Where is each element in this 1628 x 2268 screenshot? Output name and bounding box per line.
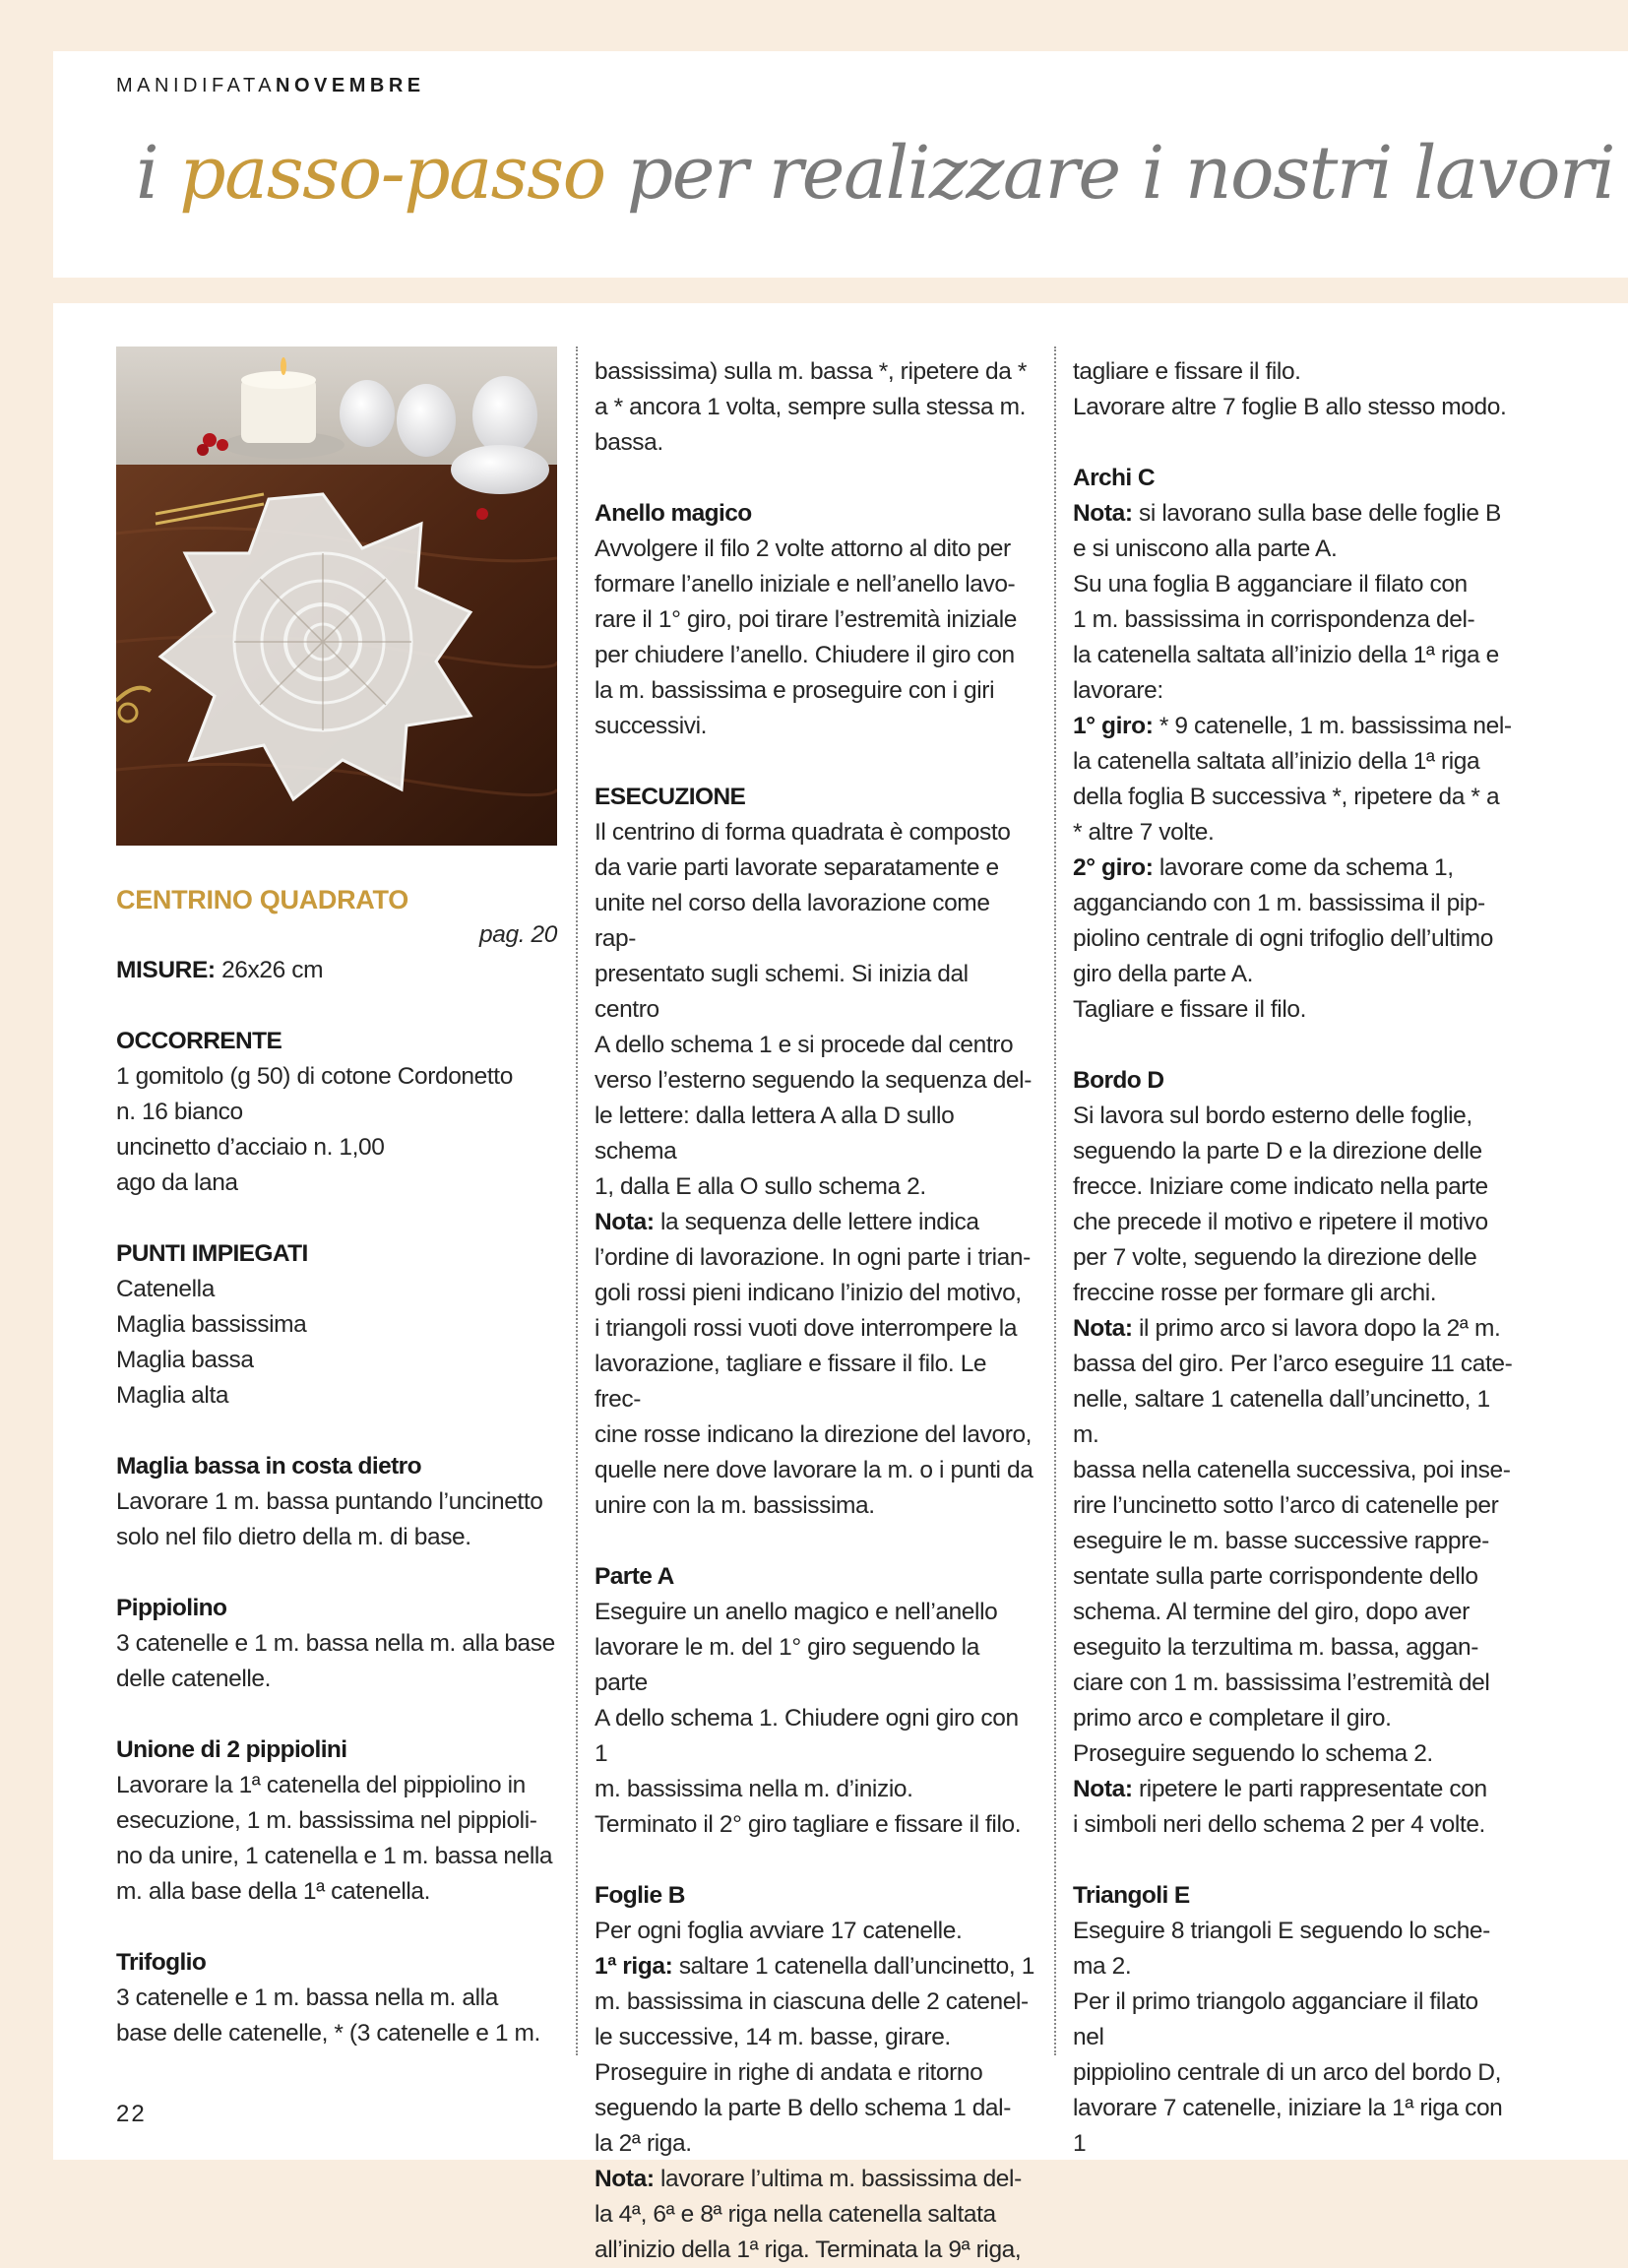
text-line: quelle nere dove lavorare la m. o i punti da [595, 1457, 1033, 1483]
text-line: unite nel corso della lavorazione come rap- [595, 890, 990, 952]
text-line: agganciando con 1 m. bassissima il pip- [1073, 890, 1485, 916]
text-line: eseguito la terzultima m. bassa, aggan- [1073, 1634, 1479, 1661]
text-line: per chiudere l’anello. Chiudere il giro con [595, 642, 1015, 668]
text-line: l’ordine di lavorazione. In ogni parte i trian- [595, 1244, 1031, 1271]
note-label: Nota: [1073, 1776, 1133, 1802]
page-number: 22 [116, 2101, 147, 2127]
text-line: A dello schema 1. Chiudere ogni giro con 1 [595, 1705, 1019, 1767]
text-line: Lavorare la 1ª catenella del pippiolino in [116, 1772, 526, 1798]
text-line: la 2ª riga. [595, 2130, 692, 2157]
text-line: 3 catenelle e 1 m. bassa nella m. alla [116, 1984, 498, 2011]
text-line: lavorare 7 catenelle, iniziare la 1ª riga con 1 [1073, 2095, 1503, 2157]
text-line: successivi. [595, 713, 708, 739]
text-line: giro della parte A. [1073, 961, 1254, 987]
text-line: esecuzione, 1 m. bassissima nel pippioli- [116, 1807, 537, 1834]
text-line: piolino centrale di ogni trifoglio dell’ultimo [1073, 925, 1493, 952]
text-line: Su una foglia B agganciare il filato con [1073, 571, 1468, 598]
note-line [1073, 496, 1514, 532]
note-line [1073, 1311, 1514, 1347]
text-line: e si uniscono alla parte A. [1073, 536, 1338, 562]
materials-line: uncinetto d’acciaio n. 1,00 [116, 1134, 385, 1161]
text-line: le lettere: dalla lettera A alla D sullo schema [595, 1102, 955, 1165]
text-line: per 7 volte, seguendo la direzione delle [1073, 1244, 1477, 1271]
text-line: freccine rosse per formare gli archi. [1073, 1280, 1437, 1306]
text-line: Per il primo triangolo agganciare il filato nel [1073, 1988, 1478, 2050]
section-heading: Bordo D [1073, 1067, 1164, 1094]
stitches-heading: PUNTI IMPIEGATI [116, 1240, 308, 1267]
text-line: a * ancora 1 volta, sempre sulla stessa m. [595, 394, 1027, 420]
text-line: ciare con 1 m. bassissima l’estremità del [1073, 1670, 1490, 1696]
text-line: Eseguire 8 triangoli E seguendo lo sche- [1073, 1918, 1490, 1944]
round-text: lavorare come da schema 1, [1153, 854, 1454, 881]
note-line [595, 2162, 1035, 2197]
section-heading: Archi C [1073, 465, 1155, 491]
note-text: si lavorano sulla base delle foglie B [1132, 500, 1501, 527]
title-accent: passo-passo [179, 131, 605, 216]
section-heading: Foglie B [595, 1882, 685, 1909]
text-line: schema. Al termine del giro, dopo aver [1073, 1599, 1470, 1625]
text-line: rare il 1° giro, poi tirare l’estremità iniziale [595, 606, 1018, 633]
row-label: 1ª riga: [595, 1953, 673, 1980]
text-line: i triangoli rossi vuoti dove interrompere la [595, 1315, 1018, 1342]
text-line: la m. bassissima e proseguire con i giri [595, 677, 995, 704]
note-line [1073, 1772, 1514, 1807]
text-line: no da unire, 1 catenella e 1 m. bassa nella [116, 1843, 553, 1869]
text-line: la catenella saltata all’inizio della 1ª riga [1073, 748, 1480, 775]
title-prefix: i [136, 131, 180, 216]
round-line [1073, 850, 1514, 886]
issue-month: NOVEMBRE [276, 75, 425, 96]
text-line: unire con la m. bassissima. [595, 1492, 875, 1519]
column-3 [1073, 354, 1514, 2162]
text-line: rire l’uncinetto sotto l’arco di catenelle per [1073, 1492, 1499, 1519]
page-reference: pag. 20 [479, 921, 557, 948]
column-separator-2 [1054, 346, 1056, 2055]
materials-line: n. 16 bianco [116, 1099, 243, 1125]
section-heading: Unione di 2 pippiolini [116, 1736, 347, 1763]
note-label: Nota: [1073, 500, 1133, 527]
text-line: Tagliare e fissare il filo. [1073, 996, 1307, 1023]
text-line: le successive, 14 m. basse, girare. [595, 2024, 951, 2050]
section-heading: Maglia bassa in costa dietro [116, 1453, 421, 1480]
text-line: Eseguire un anello magico e nell’anello [595, 1599, 998, 1625]
measures-label: MISURE: [116, 957, 216, 983]
text-line: sentate sulla parte corrispondente dello [1073, 1563, 1478, 1590]
text-line: Proseguire in righe di andata e ritorno [595, 2059, 983, 2086]
note-text: il primo arco si lavora dopo la 2ª m. [1132, 1315, 1501, 1342]
text-line: ma 2. [1073, 1953, 1132, 1980]
doily-photo [116, 346, 557, 846]
note-label: Nota: [595, 1209, 655, 1235]
text-line: A dello schema 1 e si procede dal centro [595, 1032, 1014, 1058]
round-text: * 9 catenelle, 1 m. bassissima nel- [1153, 713, 1512, 739]
text-line: Lavorare altre 7 foglie B allo stesso modo. [1073, 394, 1507, 420]
note-text: ripetere le parti rappresentate con [1132, 1776, 1487, 1802]
text-line: lavorare le m. del 1° giro seguendo la parte [595, 1634, 979, 1696]
note-text: la sequenza delle lettere indica [654, 1209, 979, 1235]
text-line: i simboli neri dello schema 2 per 4 volte. [1073, 1811, 1485, 1838]
stitch-line: Maglia bassa [116, 1347, 254, 1373]
text-line: 3 catenelle e 1 m. bassa nella m. alla base [116, 1630, 555, 1657]
column-2 [595, 354, 1035, 2268]
text-line: m. bassissima nella m. d’inizio. [595, 1776, 913, 1802]
text-line: da varie parti lavorate separatamente e [595, 854, 999, 881]
text-line: primo arco e completare il giro. [1073, 1705, 1392, 1732]
text-line: nelle, saltare 1 catenella dall’uncinetto, 1 m. [1073, 1386, 1490, 1448]
running-head [116, 75, 425, 97]
text-line: * altre 7 volte. [1073, 819, 1215, 846]
text-line: presentato sugli schemi. Si inizia dal centro [595, 961, 969, 1023]
text-line: Per ogni foglia avviare 17 catenelle. [595, 1918, 963, 1944]
text-line: bassa del giro. Per l’arco eseguire 11 cate- [1073, 1351, 1513, 1377]
stitch-line: Catenella [116, 1276, 215, 1302]
text-line: Proseguire seguendo lo schema 2. [1073, 1740, 1433, 1767]
round-line [1073, 709, 1514, 744]
text-line: della foglia B successiva *, ripetere da * a [1073, 784, 1500, 810]
measures-value: 26x26 cm [215, 957, 324, 983]
text-line: lavorazione, tagliare e fissare il filo. Le frec- [595, 1351, 987, 1413]
text-line: seguendo la parte D e la direzione delle [1073, 1138, 1482, 1165]
text-line: 1, dalla E alla O sullo schema 2. [595, 1173, 926, 1200]
text-line: bassissima) sulla m. bassa *, ripetere da * [595, 358, 1027, 385]
text-line: la 4ª, 6ª e 8ª riga nella catenella saltata [595, 2201, 996, 2228]
row-line [595, 1949, 1035, 1984]
text-line: tagliare e fissare il filo. [1073, 358, 1301, 385]
text-line: eseguire le m. basse successive rappre- [1073, 1528, 1489, 1554]
text-line: bassa nella catenella successiva, poi inse- [1073, 1457, 1511, 1483]
column-separator-1 [576, 346, 578, 2055]
text-line: Terminato il 2° giro tagliare e fissare il filo. [595, 1811, 1022, 1838]
text-line: lavorare: [1073, 677, 1163, 704]
section-heading: Anello magico [595, 500, 752, 527]
note-text: lavorare l’ultima m. bassissima del- [654, 2166, 1022, 2192]
round-label: 2° giro: [1073, 854, 1154, 881]
section-heading: Parte A [595, 1563, 674, 1590]
text-line: goli rossi pieni indicano l’inizio del motivo, [595, 1280, 1022, 1306]
page-title [136, 131, 1615, 216]
note-line [595, 1205, 1035, 1240]
column-1 [116, 882, 557, 2051]
text-line: pippiolino centrale di un arco del bordo D, [1073, 2059, 1501, 2086]
text-line: Avvolgere il filo 2 volte attorno al dito per [595, 536, 1011, 562]
section-heading: Triangoli E [1073, 1882, 1190, 1909]
note-label: Nota: [595, 2166, 655, 2192]
text-line: all’inizio della 1ª riga. Terminata la 9ª riga, [595, 2236, 1022, 2263]
text-line: bassa. [595, 429, 663, 456]
text-line: la catenella saltata all’inizio della 1ª riga e [1073, 642, 1499, 668]
section-heading: Trifoglio [116, 1949, 207, 1976]
text-line: Si lavora sul bordo esterno delle foglie, [1073, 1102, 1472, 1129]
text-line: 1 m. bassissima in corrispondenza del- [1073, 606, 1475, 633]
text-line: m. bassissima in ciascuna delle 2 catenel- [595, 1988, 1029, 2015]
section-heading: Pippiolino [116, 1595, 227, 1621]
text-line: formare l’anello iniziale e nell’anello lavo- [595, 571, 1016, 598]
stitch-line: Maglia bassissima [116, 1311, 307, 1338]
section-heading: ESECUZIONE [595, 784, 746, 810]
round-label: 1° giro: [1073, 713, 1154, 739]
text-line: base delle catenelle, * (3 catenelle e 1 m. [116, 2020, 540, 2047]
title-suffix: per realizzare i nostri lavori [604, 131, 1615, 216]
text-line: seguendo la parte B dello schema 1 dal- [595, 2095, 1011, 2121]
text-line: frecce. Iniziare come indicato nella parte [1073, 1173, 1488, 1200]
text-line: che precede il motivo e ripetere il motivo [1073, 1209, 1488, 1235]
note-label: Nota: [1073, 1315, 1133, 1342]
materials-line: ago da lana [116, 1169, 238, 1196]
text-line: Lavorare 1 m. bassa puntando l’uncinetto [116, 1488, 543, 1515]
row-text: saltare 1 catenella dall’uncinetto, 1 [672, 1953, 1034, 1980]
stitch-line: Maglia alta [116, 1382, 229, 1409]
text-line: solo nel filo dietro della m. di base. [116, 1524, 471, 1550]
measures [116, 953, 557, 988]
magazine-name: MANIDIFATA [116, 75, 277, 96]
text-line: Il centrino di forma quadrata è composto [595, 819, 1011, 846]
materials-heading: OCCORRENTE [116, 1028, 282, 1054]
text-line: delle catenelle. [116, 1666, 272, 1692]
pattern-title: CENTRINO QUADRATO [116, 885, 408, 914]
text-line: m. alla base della 1ª catenella. [116, 1878, 431, 1905]
text-line: verso l’esterno seguendo la sequenza del- [595, 1067, 1032, 1094]
materials-line: 1 gomitolo (g 50) di cotone Cordonetto [116, 1063, 513, 1090]
text-line: cine rosse indicano la direzione del lavoro, [595, 1421, 1033, 1448]
